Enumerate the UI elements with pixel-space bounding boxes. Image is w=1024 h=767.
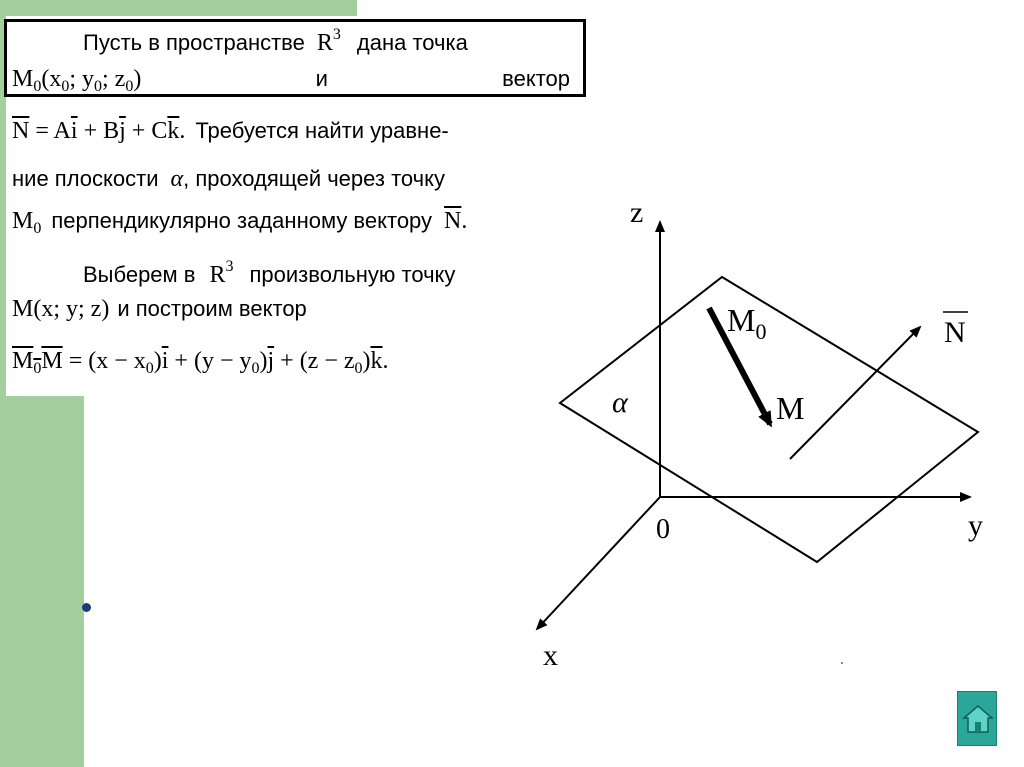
home-icon xyxy=(962,704,994,734)
normal-vector-label: N xyxy=(944,316,966,349)
m-point-label: M xyxy=(776,390,805,426)
plane-alpha-label: α xyxy=(612,386,628,419)
p1-line4: ние плоскости α, проходящей через точку xyxy=(12,166,446,192)
axis-x-label: x xyxy=(543,639,558,672)
normal-vector-formula: $\overline{N} = A\overline{i} + B\overline{j} + C\overline{k}$. xyxy=(12,118,186,144)
home-button[interactable] xyxy=(957,691,997,746)
p1-line3: $\overline{N} = A\overline{i} + B\overline{j} + C\overline{k}$. Требуется найти уравне- xyxy=(12,118,449,144)
x-axis xyxy=(537,497,660,629)
axis-z-label: z xyxy=(630,196,644,229)
vector-m0m-formula: $M_0M = (x - x_0)\overline{i} + (y - y_0)\overline{j} + (z - z_0)\overline{k}$. xyxy=(12,348,389,377)
p1-line2: $M_0(x_0$; $y_0$; $z_0$) и вектор xyxy=(12,66,570,95)
point-m0-coords: $M_0(x_0$; $y_0$; $z_0$) xyxy=(12,66,142,95)
p2-line2: M(x; y; z) и построим вектор xyxy=(12,296,307,322)
p1-line5: $M_0$ перпендикулярно заданному вектору $\overline{N}$. xyxy=(12,208,468,237)
origin-label: 0 xyxy=(656,514,670,545)
p1-line1: Пусть в пространстве R3 дана точка xyxy=(83,26,468,56)
axis-y-label: y xyxy=(968,509,983,542)
tiny-mark xyxy=(841,662,843,664)
normal-vector-arrow xyxy=(790,327,920,459)
m0-point-label: $M_0$ xyxy=(727,302,767,344)
p2-line1: Выберем в R3 произвольную точку xyxy=(83,258,456,288)
